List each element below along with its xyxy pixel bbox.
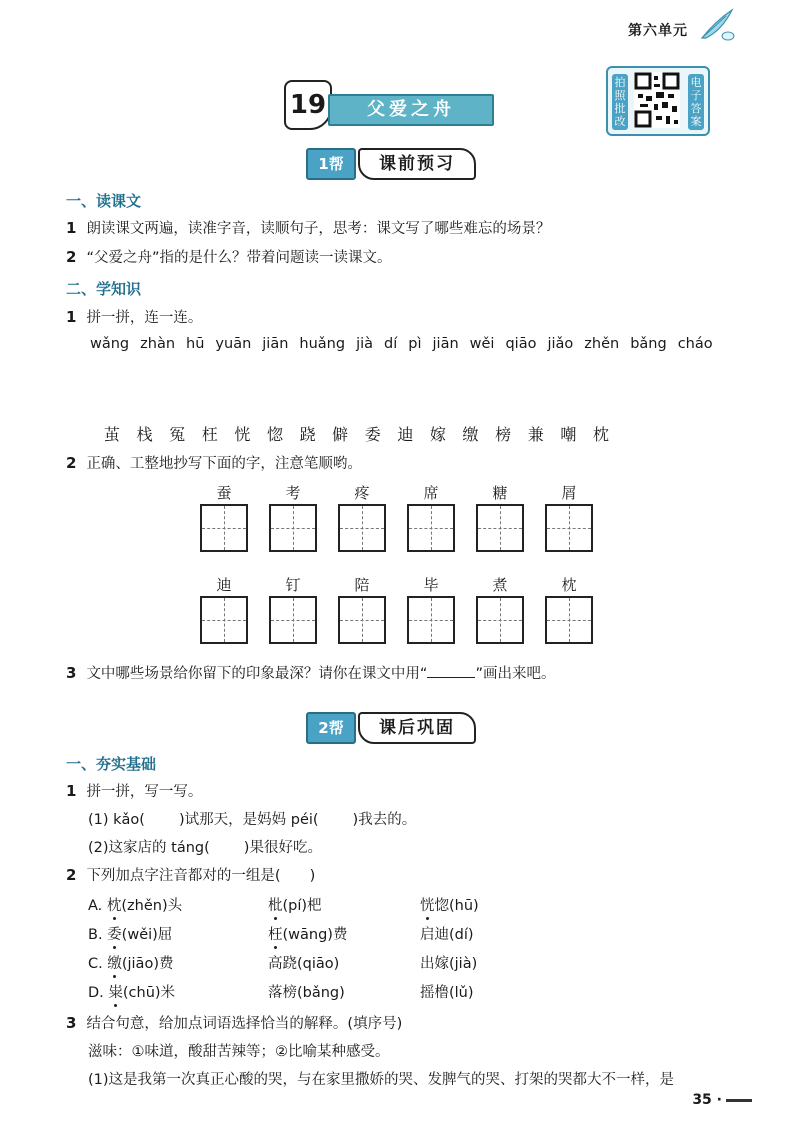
item-text: 拼一拼，写一写。	[86, 784, 203, 800]
option-b-3	[420, 923, 474, 944]
pinyin-row	[90, 336, 724, 352]
char-item[interactable]: 嫁	[429, 425, 446, 444]
option-text: 迪(dí)	[434, 927, 474, 943]
unit-label: 第六单元	[628, 23, 688, 39]
part1-banner	[306, 148, 476, 178]
item-number: 1	[66, 219, 77, 237]
section-read: 一、读课文	[66, 192, 142, 210]
pinyin-item[interactable]: wěi	[469, 336, 495, 352]
pinyin-item[interactable]: zhěn	[584, 336, 620, 352]
char-item[interactable]: 冤	[169, 425, 186, 444]
option-text: 嫁(jià)	[434, 956, 478, 972]
underline-blank[interactable]	[427, 663, 475, 678]
copy-char: 陪	[354, 576, 370, 594]
option-label: A.	[88, 898, 103, 914]
option-d[interactable]	[88, 981, 175, 1002]
feather-pen-icon	[696, 8, 736, 42]
option-text: (zhěn)头	[121, 898, 183, 914]
item-text-end: ”画出来吧。	[475, 666, 556, 682]
item-text: “父爱之舟”指的是什么？带着问题读一读课文。	[86, 250, 392, 266]
question-2	[66, 452, 362, 473]
option-c-2	[268, 952, 339, 973]
option-text: (wěi)屈	[121, 927, 173, 943]
pinyin-item[interactable]: pì	[408, 336, 422, 352]
item-number: 3	[66, 664, 77, 682]
question-1	[66, 306, 202, 327]
item-text: 正确、工整地抄写下面的字，注意笔顺哟。	[86, 456, 362, 472]
item-number: 2	[66, 866, 77, 884]
part2-tag: 2帮	[306, 712, 356, 744]
part2-banner	[306, 712, 476, 742]
item-text: 下列加点字注音都对的一组是( )	[86, 868, 316, 884]
writing-box[interactable]	[545, 504, 593, 552]
copy-char: 蚕	[216, 484, 232, 502]
copy-cell	[476, 574, 524, 644]
basic-item-2	[66, 864, 315, 885]
option-label: B.	[88, 927, 103, 943]
option-text: (jiāo)费	[121, 956, 174, 972]
option-text: 跷(qiāo)	[282, 956, 340, 972]
copy-char: 迪	[216, 576, 232, 594]
option-label: D.	[88, 985, 104, 1001]
qr-code-icon[interactable]	[634, 72, 680, 128]
copy-cell	[200, 482, 248, 552]
basic-item-1	[66, 780, 202, 801]
text-part: (2)这家店的 táng(	[88, 840, 210, 856]
char-item[interactable]: 枉	[201, 425, 218, 444]
part2-name: 课后巩固	[358, 712, 476, 744]
part1-name: 课前预习	[358, 148, 476, 180]
option-c[interactable]	[88, 952, 173, 973]
writing-box[interactable]	[338, 596, 386, 644]
pinyin-item[interactable]: jiǎo	[547, 336, 574, 352]
char-item[interactable]: 迪	[397, 425, 414, 444]
writing-box[interactable]	[476, 504, 524, 552]
copy-char: 毕	[423, 576, 439, 594]
char-item[interactable]: 僻	[332, 425, 349, 444]
qr-left-label: 拍照批改	[612, 74, 628, 130]
pinyin-item[interactable]: dí	[384, 336, 398, 352]
qr-right-label: 电子答案	[688, 74, 704, 130]
options-block	[88, 894, 608, 1010]
char-item[interactable]: 栈	[136, 425, 153, 444]
option-text: 落	[268, 985, 283, 1001]
section-learn: 二、学知识	[66, 280, 142, 298]
text-part: )试那天，是妈妈 péi(	[178, 812, 319, 828]
writing-box[interactable]	[476, 596, 524, 644]
char-item[interactable]: 兼	[527, 425, 544, 444]
copy-char: 糖	[492, 484, 508, 502]
zimei-definition: 滋味：①味道，酸甜苦辣等；②比喻某种感受。	[88, 1044, 390, 1060]
char-item[interactable]: 茧	[104, 425, 121, 444]
writing-box[interactable]	[269, 504, 317, 552]
part1-tag: 1帮	[306, 148, 356, 180]
pinyin-item[interactable]: hū	[186, 336, 205, 352]
pinyin-item[interactable]: wǎng	[90, 336, 130, 352]
pinyin-item[interactable]: jià	[356, 336, 374, 352]
option-text: (pí)杷	[282, 898, 322, 914]
item-text: 结合句意，给加点词语选择恰当的解释。(填序号)	[86, 1016, 403, 1032]
item-number: 1	[66, 782, 77, 800]
option-text: 惚(hū)	[434, 898, 479, 914]
basic-item-1-2	[88, 836, 322, 857]
lesson-number: 19	[284, 80, 332, 130]
pinyin-item[interactable]: bǎng	[630, 336, 667, 352]
copy-char: 考	[285, 484, 301, 502]
pinyin-item[interactable]: jiān	[432, 336, 459, 352]
char-item[interactable]: 委	[364, 425, 381, 444]
copy-char: 屑	[561, 484, 577, 502]
char-item[interactable]: 嘲	[560, 425, 577, 444]
read-item-1	[66, 217, 550, 238]
lesson-title: 父爱之舟	[328, 94, 494, 126]
option-a[interactable]	[88, 894, 182, 915]
writing-box[interactable]	[338, 504, 386, 552]
read-item-2	[66, 246, 391, 267]
copy-cell	[269, 574, 317, 644]
dotted-char: 恍	[420, 894, 435, 915]
option-text: (chū)米	[122, 985, 176, 1001]
item-number: 2	[66, 248, 77, 266]
basic-item-1-1	[88, 808, 416, 829]
char-item[interactable]: 枕	[592, 425, 609, 444]
option-d-2	[268, 981, 345, 1002]
copy-char: 疼	[354, 484, 370, 502]
copy-cell	[407, 482, 455, 552]
option-a-2	[268, 894, 322, 915]
writing-box[interactable]	[407, 504, 455, 552]
option-text: 摇	[420, 985, 435, 1001]
option-b-2	[268, 923, 347, 944]
item-number: 2	[66, 454, 77, 472]
pinyin-item[interactable]: jiān	[262, 336, 289, 352]
copy-char: 枕	[561, 576, 577, 594]
writing-box[interactable]	[407, 596, 455, 644]
pinyin-item[interactable]: cháo	[677, 336, 713, 352]
item-number: 1	[66, 308, 77, 326]
option-text: 高	[268, 956, 283, 972]
option-text: 榜(bǎng)	[282, 985, 345, 1001]
option-text: 启	[420, 927, 435, 943]
char-item[interactable]: 恍	[234, 425, 251, 444]
dotted-char: 粜	[108, 981, 123, 1002]
pinyin-item[interactable]: zhàn	[140, 336, 176, 352]
text-part: )果很好吃。	[243, 840, 322, 856]
copy-cell	[338, 482, 386, 552]
copy-char: 钉	[285, 576, 301, 594]
option-c-3	[420, 952, 477, 973]
page-number-text: 35	[692, 1092, 712, 1108]
copy-cell	[200, 574, 248, 644]
copy-cell	[545, 482, 593, 552]
section-basic: 一、夯实基础	[66, 755, 157, 773]
text-part: (1) kǎo(	[88, 812, 145, 828]
basic-item-3-1: (1)这是我第一次真正心酸的哭，与在家里撒娇的哭、发脾气的哭、打架的哭都大不一样，是	[88, 1072, 675, 1088]
dotted-char: 缴	[107, 952, 122, 973]
option-text: 出	[420, 956, 435, 972]
pinyin-item[interactable]: qiāo	[505, 336, 537, 352]
writing-box[interactable]	[200, 596, 248, 644]
dotted-char: 委	[107, 923, 122, 944]
basic-item-3	[66, 1012, 402, 1033]
pinyin-item[interactable]: huǎng	[299, 336, 346, 352]
pinyin-item[interactable]: yuān	[215, 336, 252, 352]
page-number: 35 ·	[692, 1092, 752, 1108]
character-row	[104, 422, 626, 445]
copy-cell	[269, 482, 317, 552]
option-d-3	[420, 981, 474, 1002]
page-number-bar	[726, 1099, 752, 1102]
qr-panel[interactable]	[606, 66, 710, 136]
copy-cell	[338, 574, 386, 644]
option-b[interactable]	[88, 923, 172, 944]
writing-box[interactable]	[200, 504, 248, 552]
char-item[interactable]: 惚	[266, 425, 283, 444]
option-text: (wāng)费	[282, 927, 348, 943]
writing-box[interactable]	[545, 596, 593, 644]
copy-cell	[476, 482, 524, 552]
dotted-char: 枇	[268, 894, 283, 915]
option-text: 橹(lǔ)	[434, 985, 474, 1001]
char-item[interactable]: 跷	[299, 425, 316, 444]
copy-char: 席	[423, 484, 439, 502]
copy-char: 煮	[492, 576, 508, 594]
char-item[interactable]: 缴	[462, 425, 479, 444]
char-item[interactable]: 榜	[495, 425, 512, 444]
copy-cell	[407, 574, 455, 644]
dotted-char: 枉	[268, 923, 283, 944]
item-text: 拼一拼，连一连。	[86, 310, 203, 326]
writing-box[interactable]	[269, 596, 317, 644]
option-label: C.	[88, 956, 103, 972]
dotted-char: 枕	[107, 894, 122, 915]
option-a-3	[420, 894, 479, 915]
item-text: 朗读课文两遍，读准字音，读顺句子，思考：课文写了哪些难忘的场景？	[86, 221, 551, 237]
text-part: )我去的。	[352, 812, 417, 828]
copy-cell	[545, 574, 593, 644]
item-text: 文中哪些场景给你留下的印象最深？请你在课文中用“	[86, 666, 428, 682]
question-3	[66, 662, 555, 683]
item-number: 3	[66, 1014, 77, 1032]
